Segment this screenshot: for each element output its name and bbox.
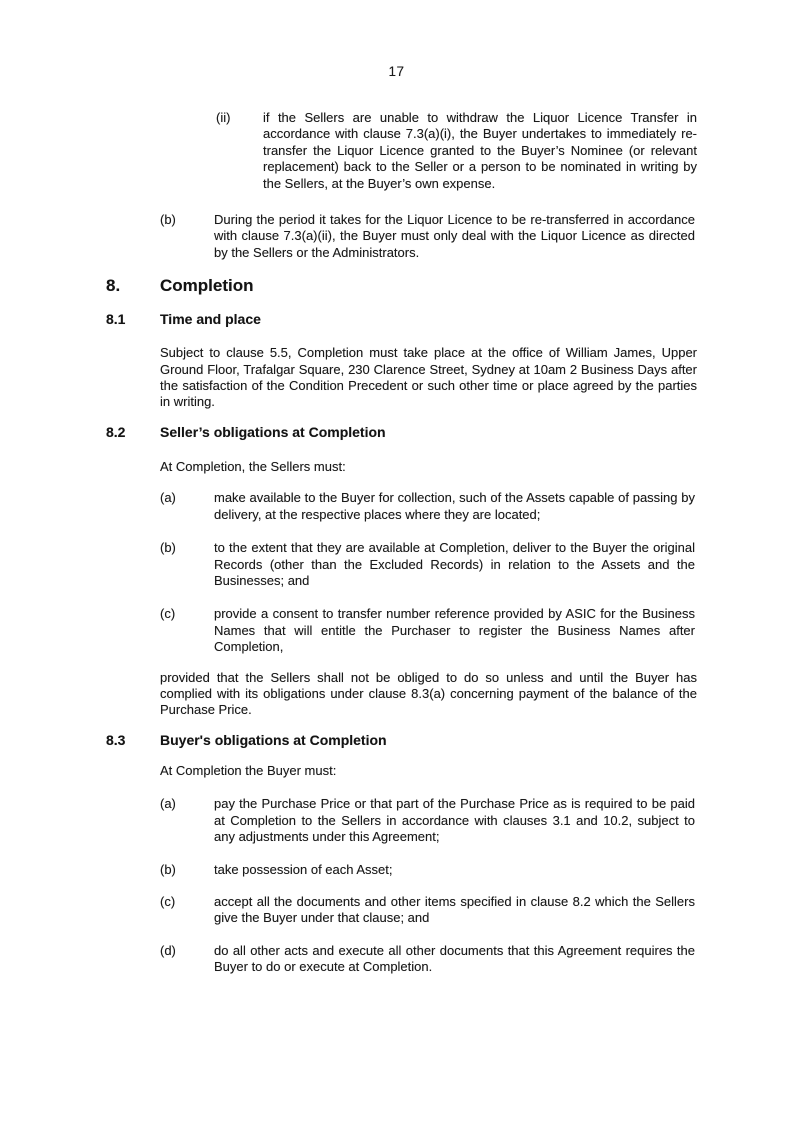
section-heading-8 [106, 276, 793, 296]
list-item-8-3-b [160, 862, 793, 878]
list-item-8-3-c [160, 894, 793, 927]
subsection-heading-8-3 [106, 732, 793, 749]
list-item-marker: (a) [160, 490, 176, 506]
list-item-text: provide a consent to transfer number reference provided by ASIC for the Business Names that will entitle the Purchaser to register the Business Names after Completion, [214, 606, 695, 655]
list-item-text: make available to the Buyer for collection, such of the Assets capable of passing by delivery, at the respective places where they are located; [214, 490, 695, 522]
subsection-title: Seller’s obligations at Completion [160, 423, 386, 440]
clause-8-2-intro: At Completion, the Sellers must: [160, 458, 346, 474]
list-item-marker: (c) [160, 893, 176, 909]
section-number: 8. [106, 276, 121, 296]
clause-8-3-intro: At Completion the Buyer must: [160, 762, 337, 778]
list-item-8-2-b [160, 540, 793, 589]
page-number: 17 [388, 64, 405, 79]
list-item-text: During the period it takes for the Liquor Licence to be re-transferred in accordance with clause 7.3(a)(ii), the Buyer must only deal with the Liquor Licence as directed by the Sellers or the Administrators. [214, 212, 695, 260]
list-item-7-3-a-ii [216, 110, 793, 192]
subsection-number: 8.3 [106, 731, 126, 748]
list-item-marker: (a) [160, 796, 176, 812]
list-item-7-3-b [160, 212, 793, 261]
list-item-marker: (ii) [216, 110, 231, 125]
clause-8-2-proviso: provided that the Sellers shall not be obliged to do so unless and until the Buyer has complied with its obligations under clause 8.3(a) concerning payment of the balance of the Purchase Price. [160, 669, 697, 718]
list-item-text: pay the Purchase Price or that part of the Purchase Price as is required to be paid at Completion to the Sellers in accordance with clauses 3.1 and 10.2, subject to any adjustments under this Agreement; [214, 796, 695, 844]
list-item-marker: (c) [160, 606, 176, 622]
subsection-heading-8-1 [106, 311, 793, 328]
list-item-8-2-c [160, 606, 793, 655]
subsection-title: Buyer's obligations at Completion [160, 731, 387, 748]
subsection-number: 8.1 [106, 311, 126, 328]
list-item-text: if the Sellers are unable to withdraw the Liquor Licence Transfer in accordance with clause 7.3(a)(i), the Buyer undertakes to immediately re-transfer the Liquor Licence granted to the Buyer’s Nominee (or relevant replacement) back to the Seller or a person to be nominated in writing by the Sellers, at the Buyer’s own expense. [263, 110, 697, 191]
list-item-marker: (b) [160, 540, 176, 556]
list-item-text: accept all the documents and other items specified in clause 8.2 which the Sellers give the Buyer under that clause; and [214, 893, 695, 926]
list-item-text: to the extent that they are available at Completion, deliver to the Buyer the original Records (other than the Excluded Records) in relation to the Assets and the Businesses; and [214, 540, 695, 588]
list-item-marker: (b) [160, 862, 176, 878]
subsection-number: 8.2 [106, 423, 126, 440]
list-item-text: do all other acts and execute all other documents that this Agreement requires the Buyer to do or execute at Completion. [214, 942, 695, 974]
list-item-8-3-d [160, 943, 793, 976]
section-title: Completion [160, 276, 254, 296]
list-item-text: take possession of each Asset; [214, 862, 393, 878]
list-item-marker: (b) [160, 212, 176, 228]
list-item-8-3-a [160, 796, 793, 845]
list-item-8-2-a [160, 490, 793, 523]
subsection-heading-8-2 [106, 424, 793, 441]
clause-8-1-body: Subject to clause 5.5, Completion must take place at the office of William James, Upper Ground Floor, Trafalgar Square, 230 Clarence Street, Sydney at 10am 2 Business Days after the satisfaction of the Condition Precedent or such other time or place agreed by the parties in writing. [160, 345, 697, 410]
subsection-title: Time and place [160, 311, 261, 328]
list-item-marker: (d) [160, 942, 176, 958]
